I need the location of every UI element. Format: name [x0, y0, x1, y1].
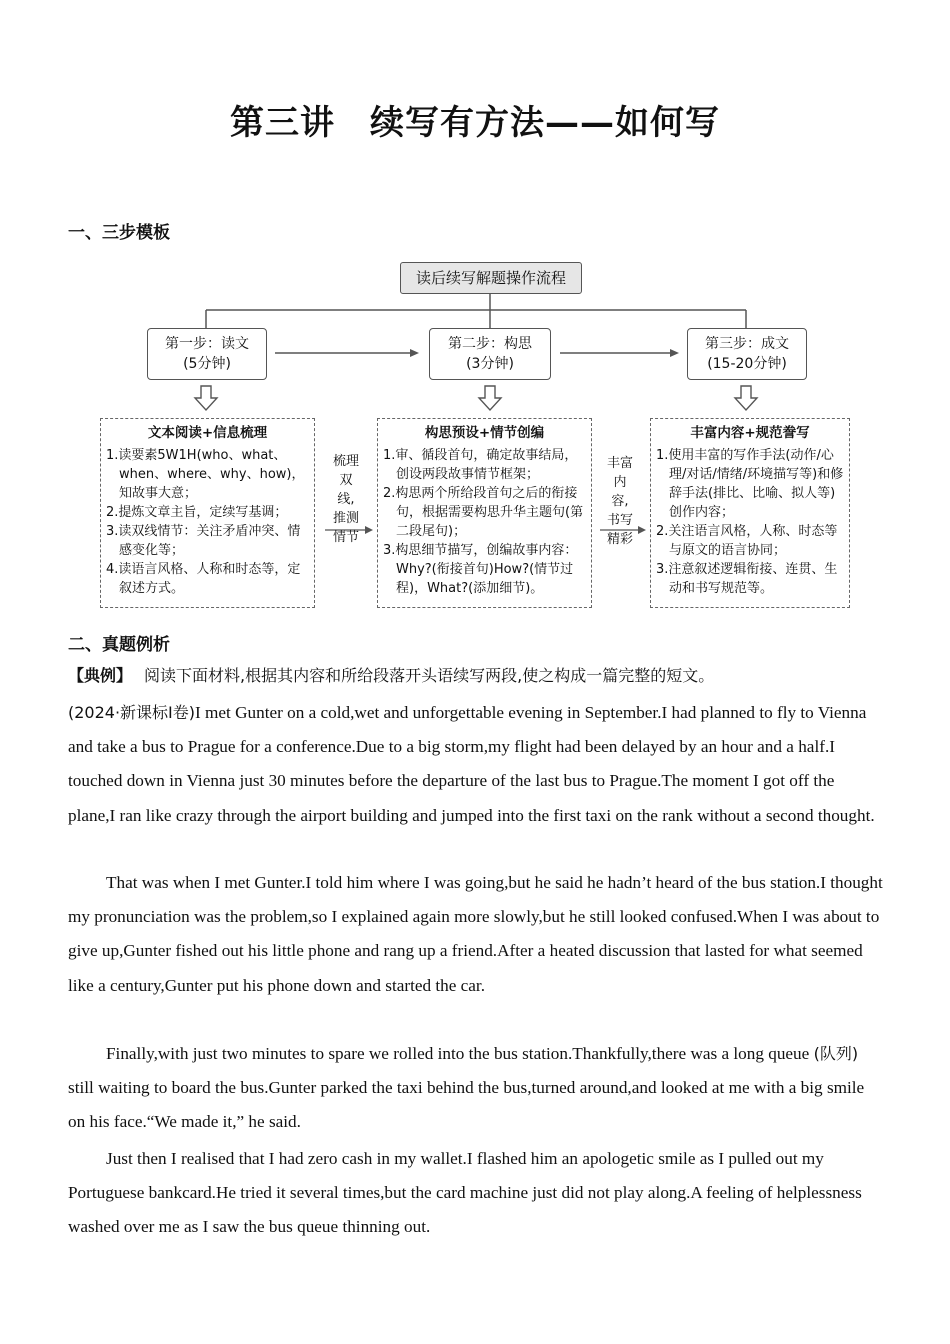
- detail-item: 2.提炼文章主旨，定续写基调；: [106, 505, 288, 520]
- passage-paragraph-2: That was when I met Gunter.I told him where I was going,but he said he hadn’t heard of the bus station.I thought my pronunciation was the problem,so I explained again more slowly,but he still looked confused.When I was about to give up,Gunter fished out his little phone and rang up a friend.After a heated discussion that lasted for what seemed like a century,Gunter put his phone down and started the car.: [68, 873, 883, 995]
- detail-item: 3.构思细节描写，创编故事内容：Why?(衔接首句)How?(情节过程)，What?(添加细节)。: [383, 543, 578, 596]
- note-line: 精彩: [606, 532, 633, 547]
- section-heading-template: 一、三步模板: [68, 223, 170, 243]
- step-duration: (3分钟): [466, 356, 514, 372]
- note-line: 内容,: [611, 475, 629, 509]
- detail-item: 4.读语言风格、人称和时态等，定叙述方式。: [106, 562, 301, 596]
- detail-item: 1.读要素5W1H(who、what、when、where、why、how)，知故事大意；: [106, 448, 305, 501]
- note-line: 书写: [606, 513, 633, 528]
- step-read: [147, 328, 267, 380]
- detail-item: 1.使用丰富的写作手法(动作/心理/对话/情绪/环境描写等)和修辞手法(排比、比喻、拟人等)创作内容；: [656, 448, 844, 520]
- step-title: 第一步：读文: [165, 336, 249, 352]
- detail-heading: 构思预设+情节创编: [424, 425, 545, 441]
- passage-paragraph-1: [68, 696, 883, 833]
- passage-paragraph-4: Just then I realised that I had zero cash in my wallet.I flashed him an apologetic smile as I pulled out my Portuguese bankcard.He tried it several times,but the card machine just did not play along.A feeling of helplessness washed over me as I saw the bus queue thinning out.: [68, 1149, 862, 1237]
- paragraph-text: still waiting to board the bus.Gunter parked the taxi behind the bus,turned around,and looked at me with a big smile on his face.“We made it,” he said.: [68, 1078, 865, 1132]
- step-plan: [429, 328, 551, 380]
- transition-note-2: [605, 454, 635, 549]
- step-write: [687, 328, 807, 380]
- source-tag: (2024·新课标Ⅰ卷): [68, 703, 196, 722]
- example-label: 【典例】: [68, 666, 133, 685]
- example-instruction: [68, 659, 883, 693]
- note-line: 情节: [332, 530, 359, 545]
- detail-item: 3.注意叙述逻辑衔接、连贯、生动和书写规范等。: [656, 562, 838, 596]
- detail-item: 1.审、循段首句，确定故事结局，创设两段故事情节框架；: [383, 448, 578, 482]
- detail-box-write: [650, 418, 850, 608]
- flowchart-root: 读后续写解题操作流程: [400, 262, 582, 294]
- note-line: 丰富: [606, 456, 633, 471]
- step-duration: (5分钟): [183, 356, 231, 372]
- detail-item: 2.关注语言风格，人称、时态等与原文的语言协同；: [656, 524, 838, 558]
- gloss: (队列): [813, 1044, 859, 1063]
- detail-heading: 丰富内容+规范誊写: [690, 425, 810, 441]
- step-duration: (15-20分钟): [707, 356, 787, 372]
- detail-item: 3.读双线情节：关注矛盾冲突、情感变化等；: [106, 524, 301, 558]
- detail-box-read: [100, 418, 315, 608]
- page-title: 第三讲 续写有方法——如何写: [230, 103, 720, 143]
- section-heading-examples: 二、真题例析: [68, 635, 170, 655]
- flowchart: [95, 258, 865, 618]
- transition-note-1: [331, 452, 361, 547]
- step-title: 第三步：成文: [705, 336, 789, 352]
- passage-paragraph-3: [68, 1037, 883, 1140]
- detail-box-plan: [377, 418, 592, 608]
- note-line: 推测: [332, 511, 359, 526]
- paragraph-text: I met Gunter on a cold,wet and unforgettable evening in September.I had planned to fly to Vienna and take a bus to Prague for a conference.Due to a big storm,my flight had been delayed by an hour and a half.I touched down in Vienna just 30 minutes before the departure of the last bus to Prague.The moment I got off the plane,I ran like crazy through the airport building and jumped into the first taxi on the rank without a second thought.: [68, 703, 875, 825]
- detail-item: 2.构思两个所给段首句之后的衔接句，根据需要构思升华主题句(第二段尾句)；: [383, 486, 584, 539]
- note-line: 双线,: [337, 473, 355, 507]
- step-title: 第二步：构思: [448, 336, 532, 352]
- note-line: 梳理: [332, 454, 359, 469]
- detail-heading: 文本阅读+信息梳理: [147, 425, 268, 441]
- paragraph-text: Finally,with just two minutes to spare we rolled into the bus station.Thankfully,there was a long queue: [106, 1044, 814, 1063]
- instruction-text: 阅读下面材料,根据其内容和所给段落开头语续写两段,使之构成一篇完整的短文。: [144, 666, 715, 685]
